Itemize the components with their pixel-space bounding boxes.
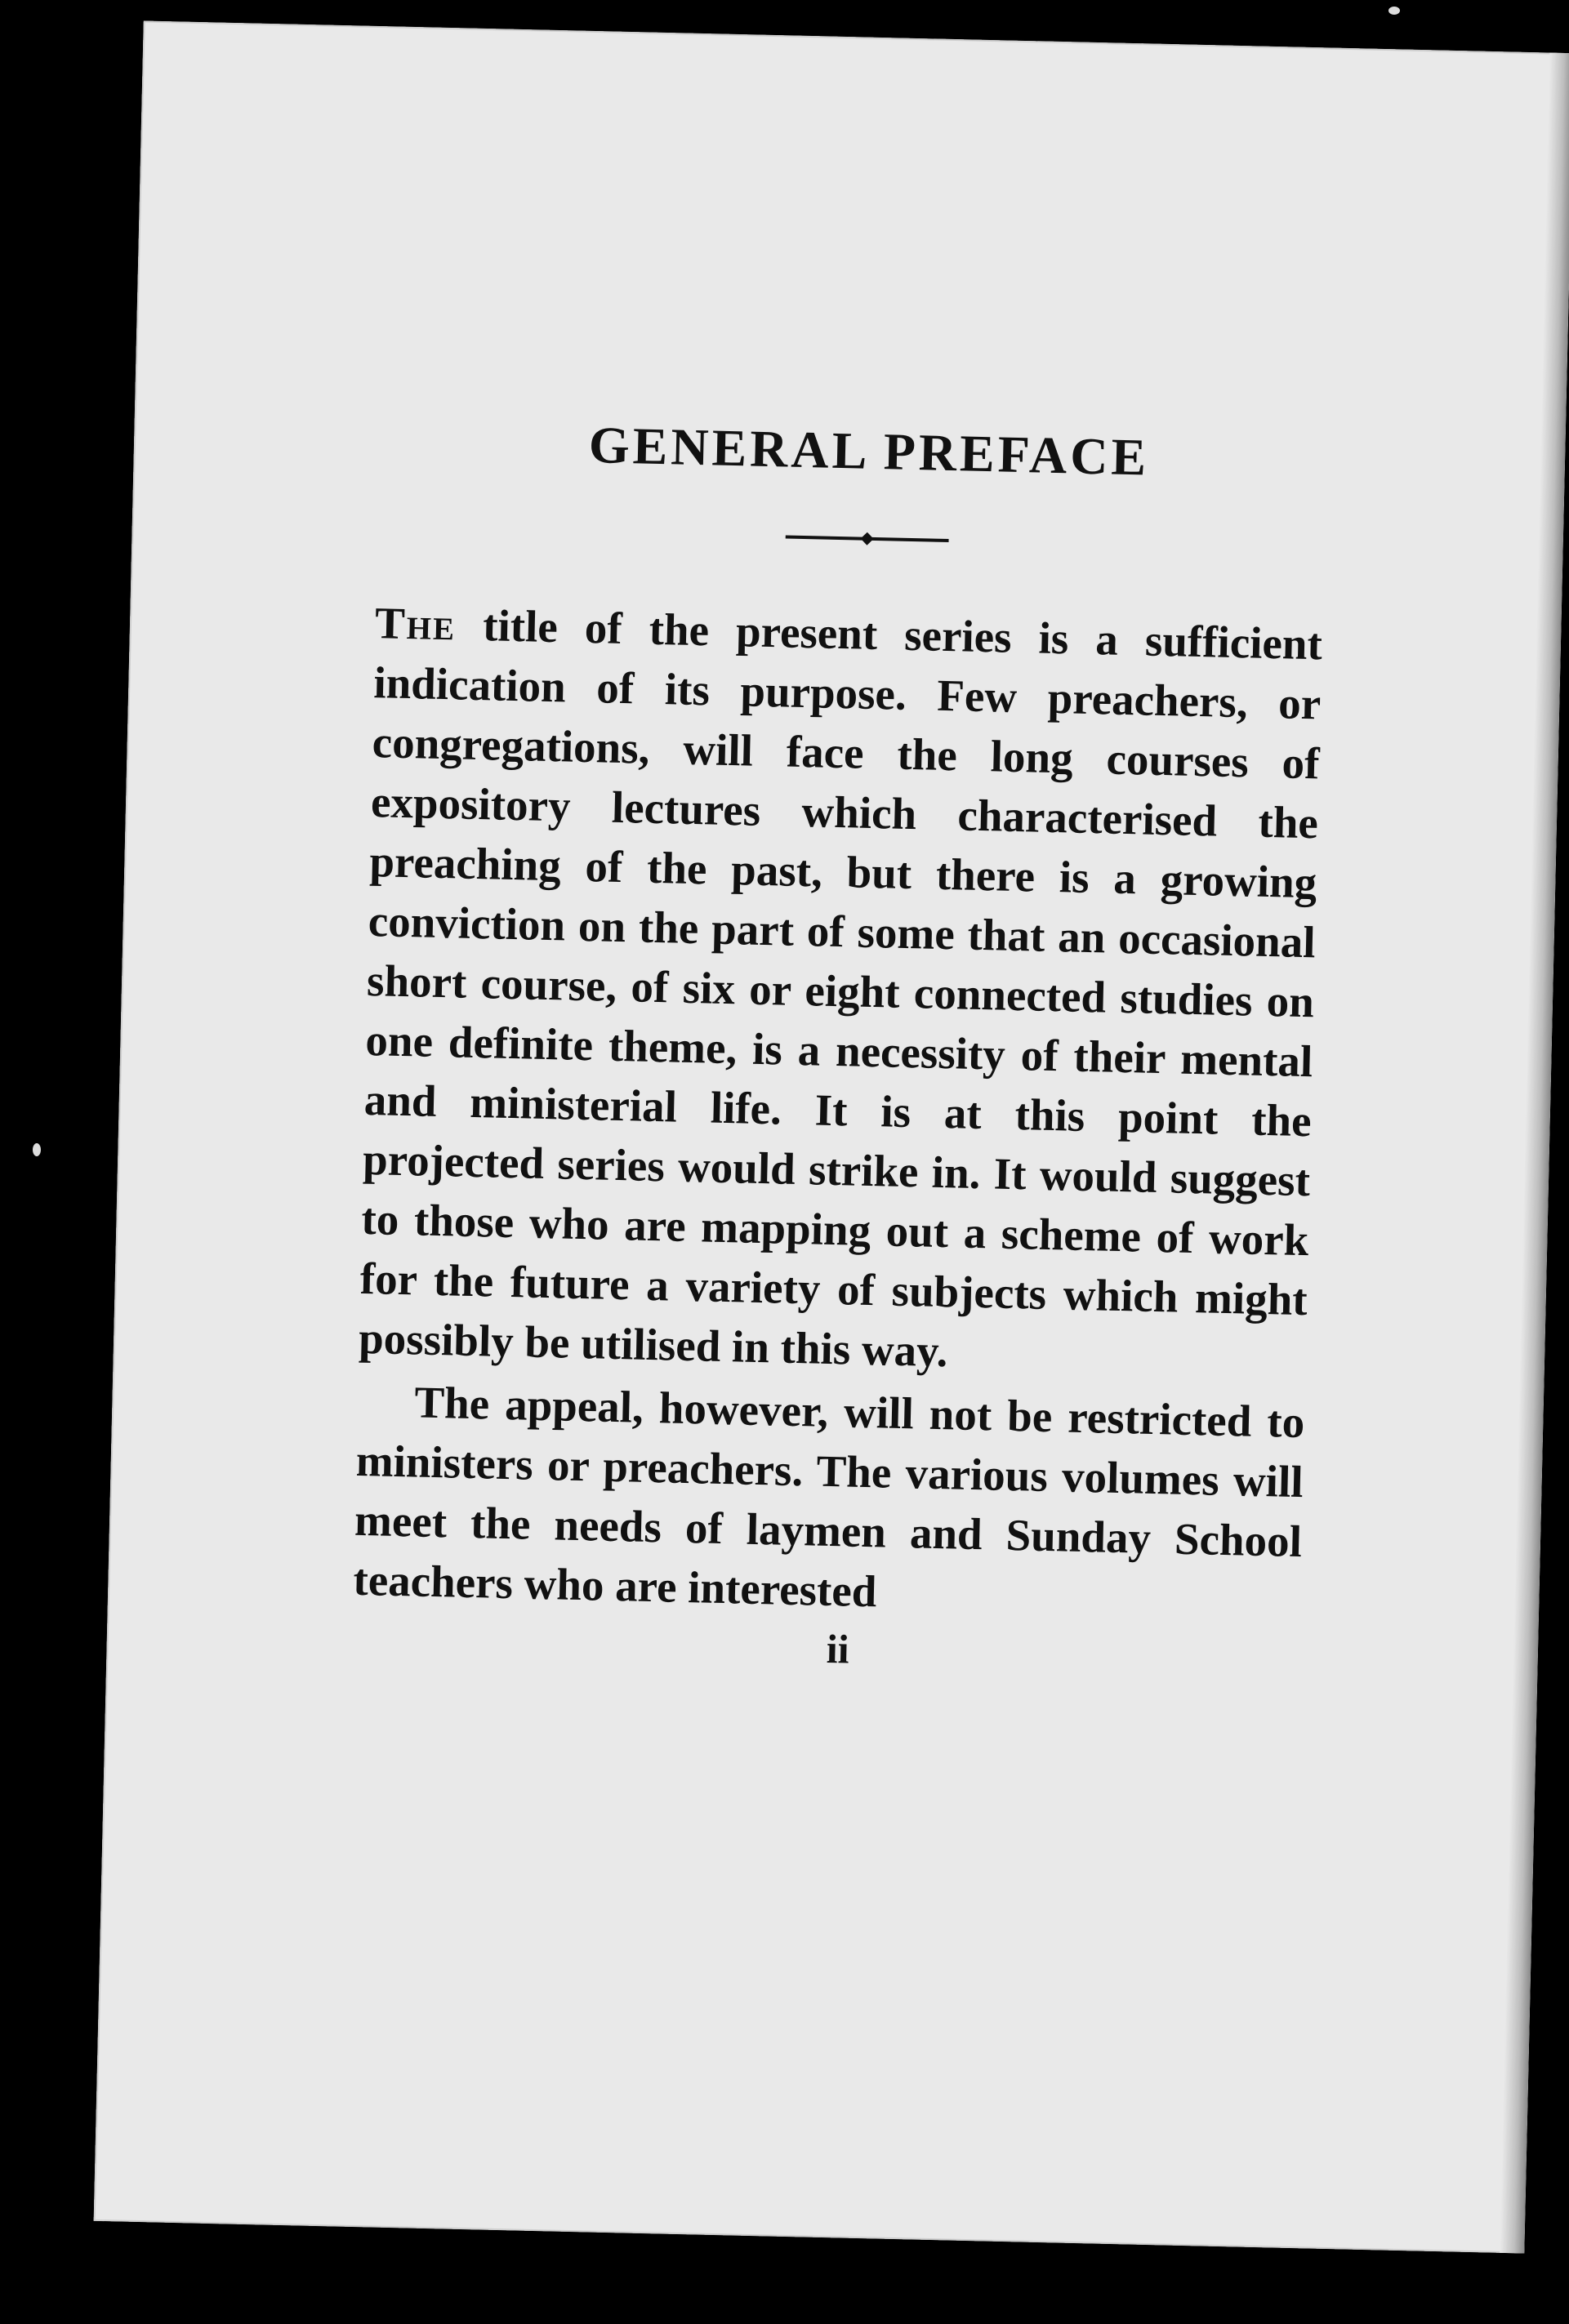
page-number: ii <box>826 1625 850 1672</box>
dust-speck <box>1388 7 1400 15</box>
paragraph-body: title of the present series is a sufficient indication of its purpose. Few preachers, or congregations, will face the long courses of expository lectures which characterised the preaching of the past, but there is a growing conviction on the part of some that an occasional short course, of six or eight connected studies on one definite theme, is a necessity of their mental and ministerial life. It is at this point the projected series would strike in. It would suggest to those who are mapping out a scheme of work for the future a variety of subjects which might possibly be utilised in this way. <box>358 599 1323 1377</box>
dust-speck <box>33 1143 41 1156</box>
ornament-divider-icon <box>785 528 948 549</box>
paragraph-body: The appeal, however, will not be restricted to ministers or preachers. The various volumes will meet the needs of laymen and Sunday School teachers who are interested <box>352 1377 1305 1617</box>
preface-text-block <box>351 410 1326 1683</box>
preface-paragraph-2 <box>353 1371 1305 1631</box>
book-page <box>94 20 1569 2253</box>
preface-paragraph-1 <box>358 593 1322 1389</box>
paragraph-lead-word: The <box>374 598 457 650</box>
page-title: GENERAL PREFACE <box>588 415 1151 487</box>
